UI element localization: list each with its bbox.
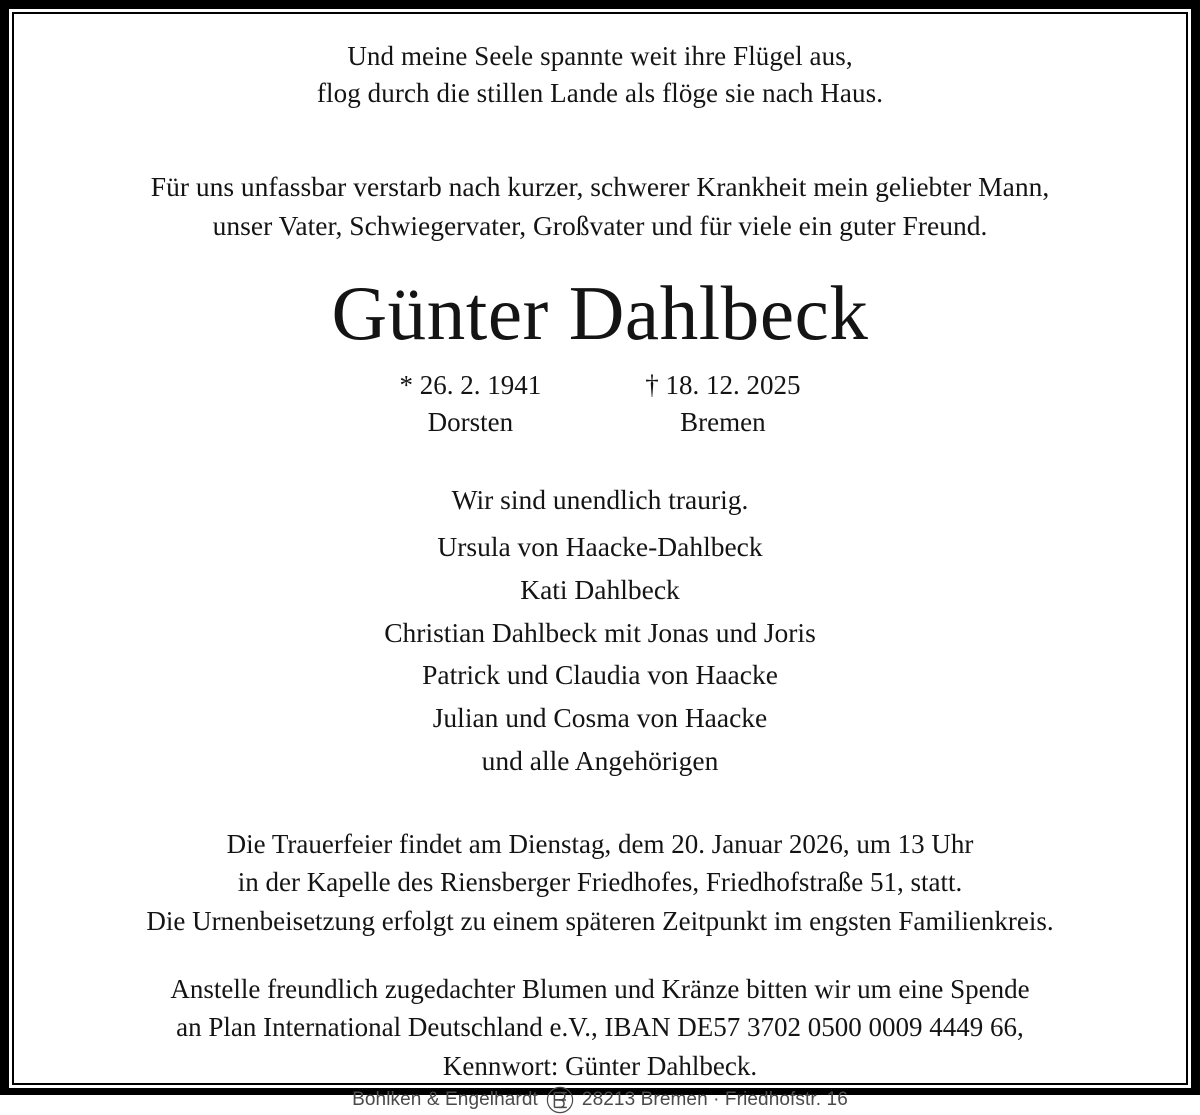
mourner-name-1: Ursula von Haacke-Dahlbeck	[437, 530, 763, 562]
poem-block	[42, 38, 1158, 113]
service-details-block	[42, 825, 1158, 940]
birth-date: * 26. 2. 1941	[399, 370, 542, 401]
funeral-home-name: Bohlken & Engelhardt	[352, 1089, 538, 1111]
death-date: † 18. 12. 2025	[645, 370, 801, 401]
service-line-2: in der Kapelle des Riensberger Friedhofes, Friedhofstraße 51, statt.	[237, 867, 963, 898]
deceased-name: Günter Dahlbeck	[331, 269, 869, 356]
life-dates-block	[400, 367, 801, 440]
service-line-1: Die Trauerfeier findet am Dienstag, dem 20. Januar 2026, um 13 Uhr	[226, 829, 974, 860]
mourner-name-2: Kati Dahlbeck	[520, 573, 680, 605]
birth-place: Dorsten	[427, 407, 514, 438]
intro-line-2: unser Vater, Schwiegervater, Großvater und für viele ein guter Freund.	[212, 209, 988, 241]
poem-line-1: Und meine Seele spannte weit ihre Flügel aus,	[347, 41, 853, 71]
funeral-home-footer	[352, 1085, 848, 1115]
donation-line-3: Kennwort: Günter Dahlbeck.	[442, 1050, 758, 1081]
birth-column	[400, 367, 542, 440]
mourners-lead-line: Wir sind unendlich traurig.	[451, 483, 749, 515]
service-line-3: Die Urnenbeisetzung erfolgt zu einem späteren Zeitpunkt im engsten Familienkreis.	[146, 905, 1054, 936]
mourner-name-4: Patrick und Claudia von Haacke	[422, 659, 778, 691]
death-column	[645, 367, 800, 440]
intro-line-1: Für uns unfassbar verstarb nach kurzer, schwerer Krankheit mein geliebter Mann,	[150, 170, 1050, 202]
obituary-sheet	[14, 14, 1186, 1111]
mourner-name-5: Julian und Cosma von Haacke	[432, 702, 768, 734]
death-place: Bremen	[680, 407, 766, 438]
obituary-notice-inner-border	[12, 12, 1188, 1111]
donation-request-block	[42, 970, 1158, 1085]
mourner-name-3: Christian Dahlbeck mit Jonas und Joris	[384, 616, 816, 648]
donation-line-1: Anstelle freundlich zugedachter Blumen und Kränze bitten wir um eine Spende	[170, 974, 1030, 1005]
funeral-home-address: 28213 Bremen · Friedhofstr. 16	[581, 1089, 848, 1111]
intro-block	[42, 167, 1158, 245]
be-monogram-icon	[545, 1085, 575, 1115]
poem-line-2: flog durch die stillen Lande als flöge sie nach Haus.	[316, 78, 884, 109]
mourners-block	[42, 479, 1158, 783]
donation-line-2: an Plan International Deutschland e.V., IBAN DE57 3702 0500 0009 4449 66,	[176, 1012, 1024, 1043]
mourner-name-6: und alle Angehörigen	[481, 745, 719, 777]
